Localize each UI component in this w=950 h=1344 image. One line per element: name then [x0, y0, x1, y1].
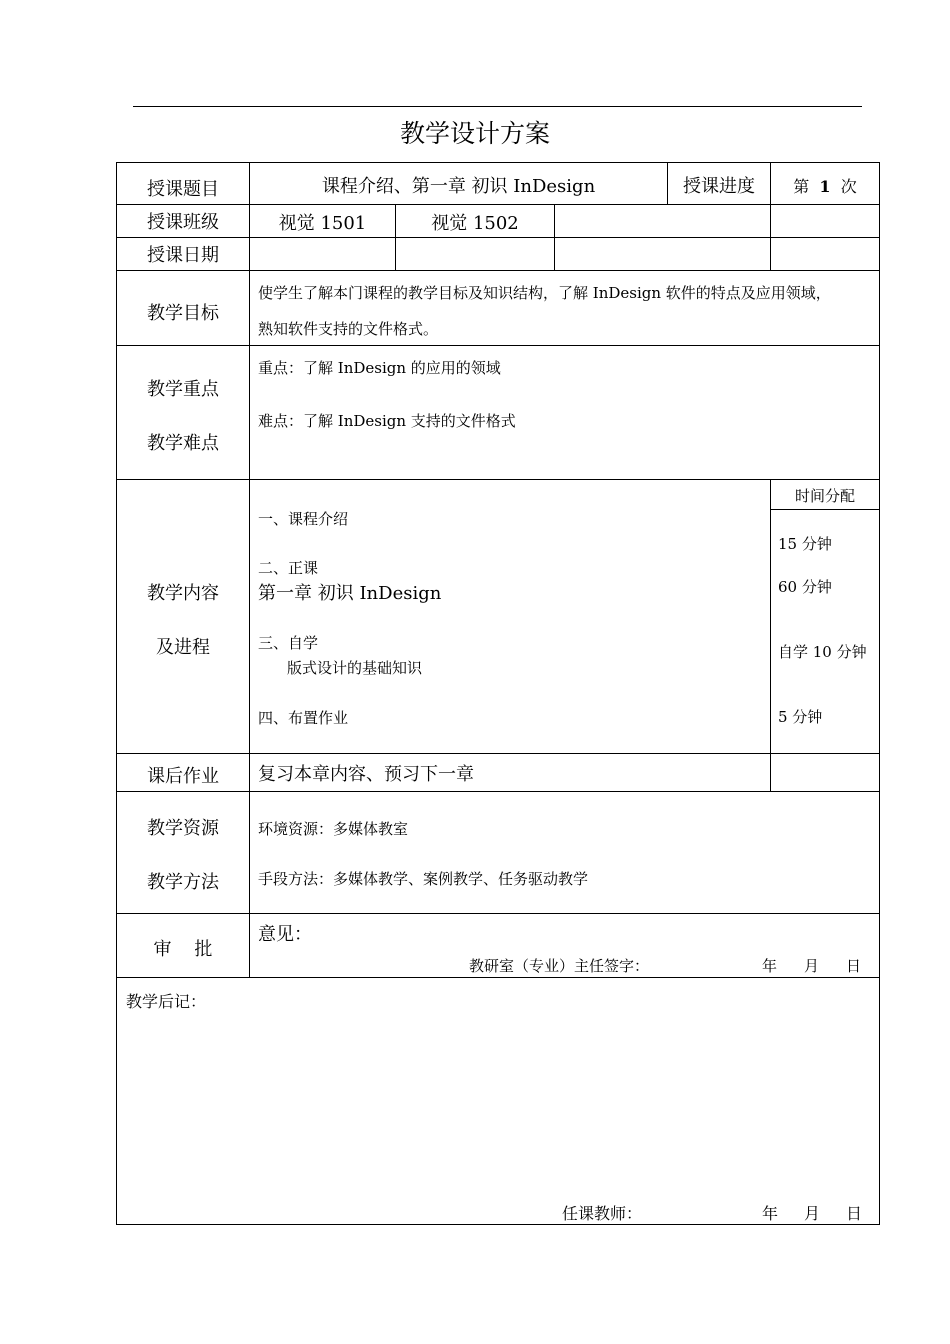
approval-opinion: 意见： — [258, 924, 312, 945]
notes-month: 月 — [804, 1204, 821, 1223]
notes-teacher: 任课教师： — [562, 1204, 643, 1223]
difficult-label: 教学难点 — [147, 433, 219, 454]
time-1: 15 分钟 — [778, 535, 832, 553]
topic-label: 授课题目 — [147, 179, 219, 200]
method-text: 手段方法：多媒体教学、案例教学、任务驱动教学 — [258, 870, 589, 888]
resource-text: 环境资源：多媒体教室 — [258, 820, 409, 838]
content-item-2: 二、正课 — [258, 559, 319, 577]
approval-day: 日 — [846, 957, 862, 975]
content-item-3: 第一章 初识 InDesign — [258, 583, 442, 604]
time-header: 时间分配 — [794, 487, 855, 505]
approval-month: 月 — [804, 957, 820, 975]
difficult-text: 难点：了解 InDesign 支持的文件格式 — [258, 412, 516, 430]
content-item-4: 三、自学 — [258, 634, 319, 652]
method-label: 教学方法 — [147, 872, 219, 893]
topic-value: 课程介绍、第一章 初识 InDesign — [321, 176, 596, 197]
notes-day: 日 — [846, 1204, 863, 1223]
content-label-line-1: 教学内容 — [147, 583, 219, 604]
resource-label: 教学资源 — [147, 818, 219, 839]
homework-value: 复习本章内容、预习下一章 — [258, 764, 474, 785]
content-item-1: 一、课程介绍 — [258, 510, 349, 528]
class-2: 视觉 1502 — [431, 213, 519, 234]
approval-label: 审 批 — [153, 939, 213, 960]
document-title: 教学设计方案 — [399, 119, 550, 148]
notes-year: 年 — [762, 1204, 779, 1223]
content-item-6: 四、布置作业 — [258, 709, 349, 727]
content-label-line-2: 及进程 — [156, 637, 210, 658]
goal-label: 教学目标 — [147, 303, 219, 324]
time-2: 60 分钟 — [778, 578, 832, 596]
progress-label: 授课进度 — [683, 176, 755, 197]
class-label: 授课班级 — [147, 212, 219, 233]
class-1: 视觉 1501 — [278, 213, 367, 234]
progress-value: 第 1 次 — [793, 177, 857, 196]
header-rule — [133, 106, 862, 107]
approval-signature: 教研室（专业）主任签字： — [469, 957, 650, 975]
notes-label: 教学后记： — [126, 992, 207, 1011]
approval-year: 年 — [762, 957, 778, 975]
key-text: 重点：了解 InDesign 的应用的领域 — [258, 359, 501, 377]
time-4: 5 分钟 — [778, 708, 823, 726]
goal-line-1: 使学生了解本门课程的教学目标及知识结构，了解 InDesign 软件的特点及应用领域， — [258, 284, 831, 302]
content-item-5: 版式设计的基础知识 — [287, 659, 423, 677]
homework-label: 课后作业 — [147, 766, 219, 787]
date-label: 授课日期 — [147, 245, 219, 266]
key-label: 教学重点 — [147, 379, 219, 400]
time-3: 自学 10 分钟 — [778, 643, 867, 661]
goal-line-2: 熟知软件支持的文件格式。 — [258, 320, 439, 338]
